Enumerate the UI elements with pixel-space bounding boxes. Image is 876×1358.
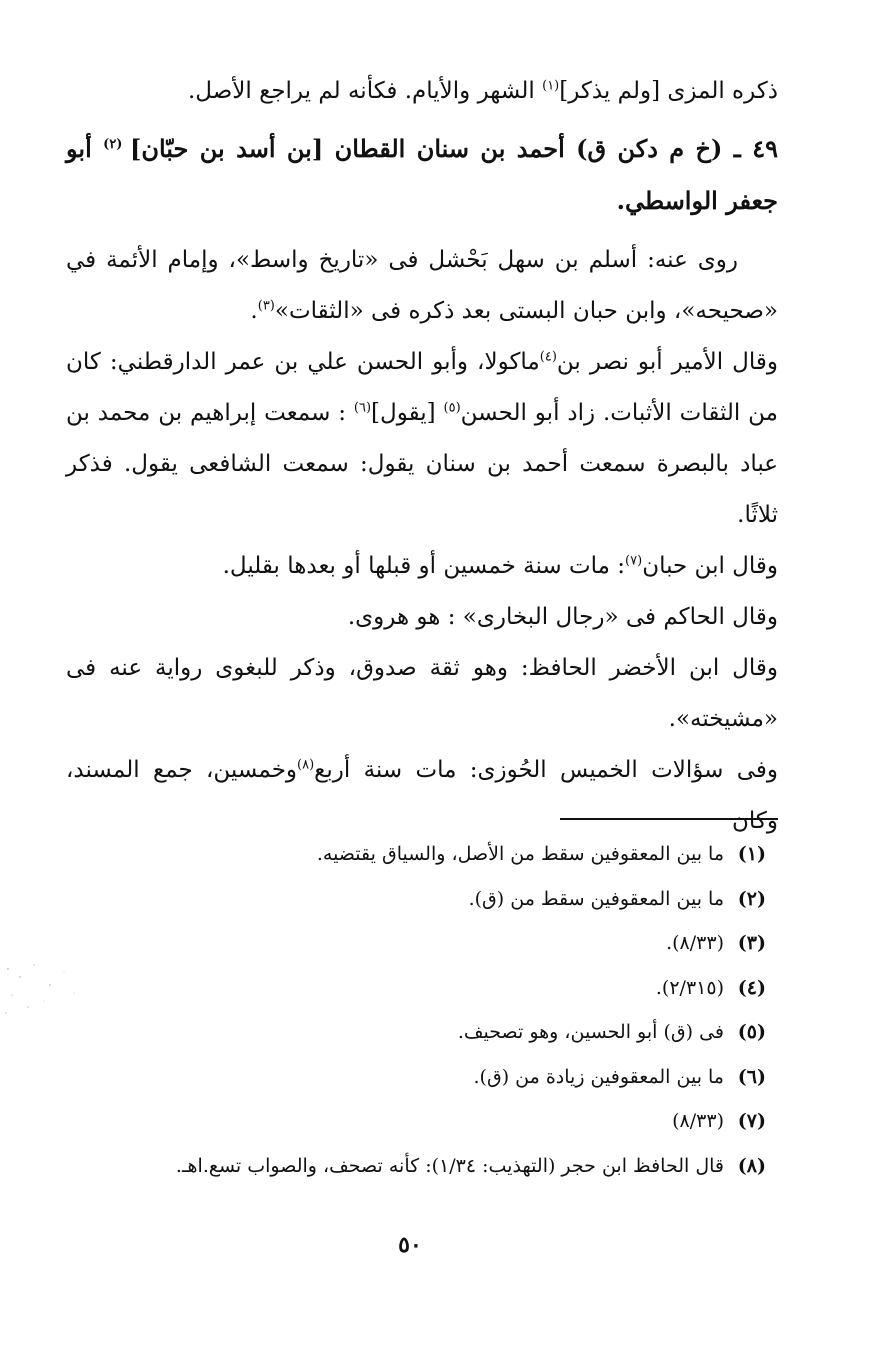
footnote-ref: (٦) (353, 400, 372, 416)
footnote-text: فى (ق) أبو الحسين، وهو تصحيف. (457, 1021, 724, 1043)
footnote-number: (٢) (737, 887, 766, 910)
footnote (66, 1144, 766, 1189)
text-run: الشهر والأيام. فكأنه لم يراجع الأصل. (188, 78, 543, 104)
footnote-number: (٦) (737, 1065, 766, 1088)
footnote-text: ما بين المعقوفين سقط من الأصل، والسياق يقتضيه. (316, 843, 724, 865)
text-run: [يقول] (371, 400, 444, 426)
heading-text: أبو جعفر الواسطي. (66, 134, 778, 215)
footnote-number: (٣) (737, 932, 766, 954)
footnote (66, 921, 766, 966)
footnote-number: (٤) (737, 976, 766, 999)
footnotes (66, 832, 766, 1188)
text-run: وخمسين، جمع المسند، وكان (66, 757, 778, 834)
text-run: ذكره المزى [ولم يذكر] (559, 78, 778, 104)
footnote-ref: (٣) (257, 298, 275, 314)
footnote (66, 1055, 766, 1100)
footnote-number: (٧) (737, 1110, 766, 1132)
text-run: ماكولا، وأبو الحسن علي بن عمر الدارقطني: كان من الثقات الأثبات. زاد أبو الحسن (66, 349, 779, 426)
footnote-number: (٨) (737, 1154, 766, 1177)
heading-text: ٤٩ ـ (خ م دكن ق) أحمد بن سنان القطان [بن أسد بن حبّان] (130, 134, 778, 163)
text-run: وقال الأمير أبو نصر بن (556, 349, 778, 375)
text-run: : سمعت إبراهيم بن محمد بن عباد بالبصرة سمعت أحمد بن سنان يقول: سمعت الشافعى يقول. فذكر ثلاثًا. (66, 400, 778, 528)
text-run: . (250, 298, 258, 324)
text-run: روى عنه: أسلم بن سهل بَحْشل فى «تاريخ واسط»، وإمام الأئمة في «صحيحه»، وابن حبان البستى بعد ذكره فى «الثقات» (66, 247, 778, 324)
footnote-text: (٢/٣١٥). (655, 976, 724, 999)
footnote-text: قال الحافظ ابن حجر (التهذيب: ١/٣٤): كأنه تصحف، والصواب تسع.اهـ. (175, 1154, 724, 1177)
footnote-ref: (٤) (539, 349, 557, 365)
footnote-ref: (٨) (297, 757, 315, 773)
paragraph-narrators (66, 235, 778, 337)
footnote-ref: (٢) (103, 137, 131, 152)
footnote (66, 1099, 766, 1144)
main-text (66, 66, 778, 847)
footnote (66, 877, 766, 922)
text-run: وفى سؤالات الخميس الحُوزى: مات سنة أربع (314, 757, 778, 783)
footnote-text: ما بين المعقوفين زيادة من (ق). (473, 1065, 724, 1088)
paragraph-hakim: وقال الحاكم فى «رجال البخارى» : هو هروى. (347, 604, 778, 630)
scan-speckle (0, 955, 90, 1025)
paragraph-ibn-hibban (66, 541, 778, 592)
paragraph-continuation (66, 66, 778, 117)
entry-heading (66, 123, 778, 227)
footnote-text: (٨/٣٣). (666, 932, 724, 954)
paragraph-ibn-akhdar: وقال ابن الأخضر الحافظ: وهو ثقة صدوق، وذكر للبغوى رواية عنه فى «مشيخته». (66, 655, 778, 732)
paragraph-ibn-makula (66, 337, 778, 541)
footnote (66, 966, 766, 1011)
footnote-ref: (١) (542, 78, 560, 94)
text-run: : مات سنة خمسين أو قبلها أو بعدها بقليل. (222, 553, 626, 579)
footnote-text: (٨/٣٣) (672, 1110, 724, 1132)
footnote-ref: (٧) (625, 553, 643, 569)
footnote-text: ما بين المعقوفين سقط من (ق). (468, 887, 724, 910)
footnote-number: (٥) (737, 1021, 766, 1043)
footnote (66, 1010, 766, 1055)
footnote (66, 832, 766, 877)
footnote-number: (١) (737, 843, 766, 865)
page-number: ٥٠ (398, 1232, 422, 1258)
footnote-ref: (٥) (443, 400, 461, 416)
text-run: وقال ابن حبان (642, 553, 778, 579)
footnote-divider (560, 818, 778, 820)
